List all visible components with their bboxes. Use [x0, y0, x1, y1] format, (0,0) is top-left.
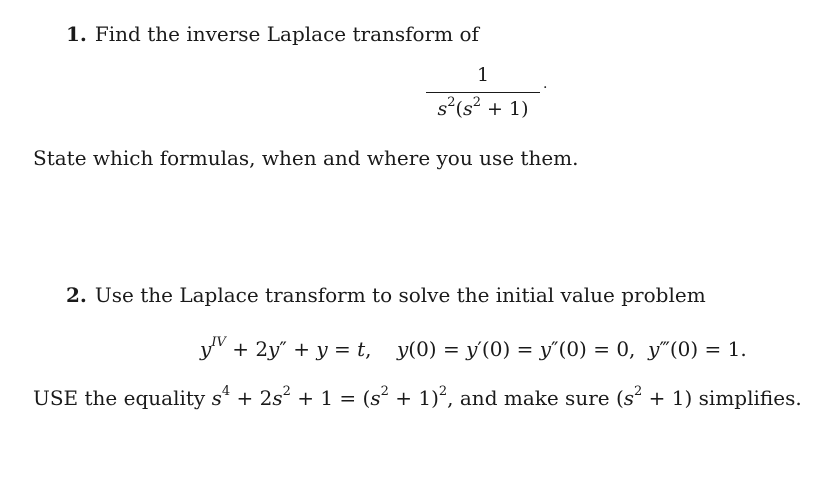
- fraction-trailing-dot: ·: [543, 80, 548, 96]
- hint-equality: $s^4 + 2s^2 + 1 = (s^2 + 1)^2$: [211, 384, 448, 410]
- fraction-numerator: 1: [476, 64, 490, 86]
- problem2-number: 2.: [66, 283, 87, 307]
- problem1-number: 1.: [66, 22, 87, 46]
- problem2-hint: [33, 386, 802, 410]
- problem1-text: Find the inverse Laplace transform of: [94, 22, 479, 46]
- hint-middle: , and make sure: [447, 386, 616, 410]
- laplace-fraction: [424, 62, 542, 123]
- ode-equation: $y^{IV} + 2y'' + y = t$, y(0) = y′(0) = y″(0) = 0, y‴(0) = 1.: [200, 335, 747, 361]
- fraction-denominator: $s^2(s^2 + 1)$: [437, 95, 529, 121]
- hint-factor: $(s^2 + 1)$: [615, 384, 693, 410]
- problem2-text: Use the Laplace transform to solve the initial value problem: [94, 283, 706, 307]
- hint-suffix: simplifies.: [692, 386, 802, 410]
- problem2-statement: [66, 283, 706, 307]
- problem1-statement: [66, 22, 479, 46]
- hint-prefix: USE the equality: [33, 386, 212, 410]
- problem1-instruction: State which formulas, when and where you use them.: [33, 146, 579, 170]
